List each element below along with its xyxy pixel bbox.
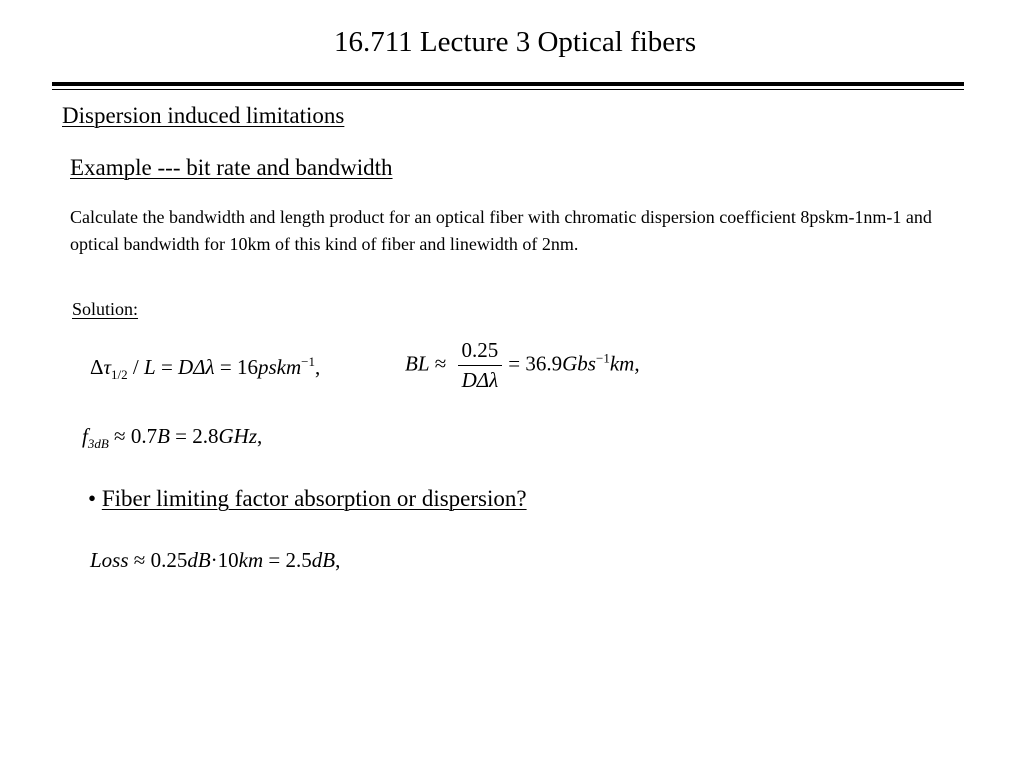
bl-numerator: 0.25	[458, 338, 503, 366]
section-heading: Dispersion induced limitations	[62, 103, 345, 128]
title-divider-thick	[52, 82, 964, 86]
bl-fraction	[458, 338, 503, 393]
eq-equals-2: =	[214, 355, 237, 379]
loss-equals: =	[263, 548, 286, 572]
eq-tau-sub: 1/2	[111, 367, 128, 383]
title-divider-thin	[52, 89, 964, 90]
f3db-sub: 3dB	[87, 436, 109, 452]
loss-u3: dB	[311, 548, 336, 572]
loss-u1: dB	[187, 548, 211, 572]
f3db-unit: GHz	[218, 424, 258, 448]
loss-v2: 10	[217, 548, 239, 572]
eq-tau: τ	[103, 355, 112, 379]
bl-approx: ≈	[429, 351, 452, 376]
f3db-value: 2.8	[192, 424, 219, 448]
bullet-item	[88, 486, 527, 512]
bl-unit2: km	[609, 351, 635, 376]
bl-value: 36.9	[525, 351, 563, 376]
eq-trail: ,	[315, 355, 321, 379]
loss-dot: ·	[210, 548, 218, 572]
f3db-f: f	[82, 424, 88, 448]
bl-lhs: BL	[405, 351, 430, 376]
bl-denominator	[458, 366, 503, 393]
bl-trail: ,	[634, 351, 640, 376]
eq-delta: Δ	[90, 355, 104, 379]
eq-unit-sup: −1	[301, 354, 315, 369]
example-heading: Example --- bit rate and bandwidth	[70, 155, 393, 180]
eq-equals: =	[155, 355, 179, 379]
bl-unit: Gbs	[562, 351, 596, 376]
solution-label: Solution:	[72, 299, 139, 319]
bl-den-dl: Δλ	[476, 368, 499, 392]
bl-den-D: D	[461, 368, 477, 392]
bandwidth-length-equation	[405, 338, 640, 393]
f3db-coef: 0.7	[130, 424, 158, 448]
bl-unit-sup: −1	[595, 350, 610, 366]
f3db-B: B	[157, 424, 170, 448]
problem-statement: Calculate the bandwidth and length product for an optical fiber with chromatic dispersion coefficient 8pskm-1nm-1 and optical bandwidth for 10km of this kind of fiber and linewidth of 2nm.	[70, 207, 932, 254]
eq-delta-lambda: Δλ	[193, 355, 215, 379]
loss-v3: 2.5	[285, 548, 312, 572]
eq-L: L	[144, 355, 156, 379]
f3db-equals: =	[169, 424, 193, 448]
f3db-trail: ,	[257, 424, 263, 448]
loss-v1: 0.25	[150, 548, 188, 572]
bullet-marker: •	[88, 486, 97, 511]
dispersion-equation	[90, 354, 320, 383]
f3db-approx: ≈	[108, 424, 131, 448]
f3db-equation	[82, 424, 262, 452]
bullet-text: Fiber limiting factor absorption or dispersion?	[101, 486, 527, 511]
eq-unit: pskm	[257, 355, 302, 379]
loss-lhs: Loss	[90, 548, 129, 572]
eq-value: 16	[236, 355, 258, 379]
eq-D: D	[178, 355, 194, 379]
loss-approx: ≈	[128, 548, 151, 572]
loss-u2: km	[238, 548, 264, 572]
slide-title: 16.711 Lecture 3 Optical fibers	[334, 26, 697, 58]
loss-equation	[90, 548, 340, 573]
eq-slash: /	[127, 355, 145, 379]
bl-equals: =	[508, 351, 526, 376]
loss-trail: ,	[335, 548, 341, 572]
